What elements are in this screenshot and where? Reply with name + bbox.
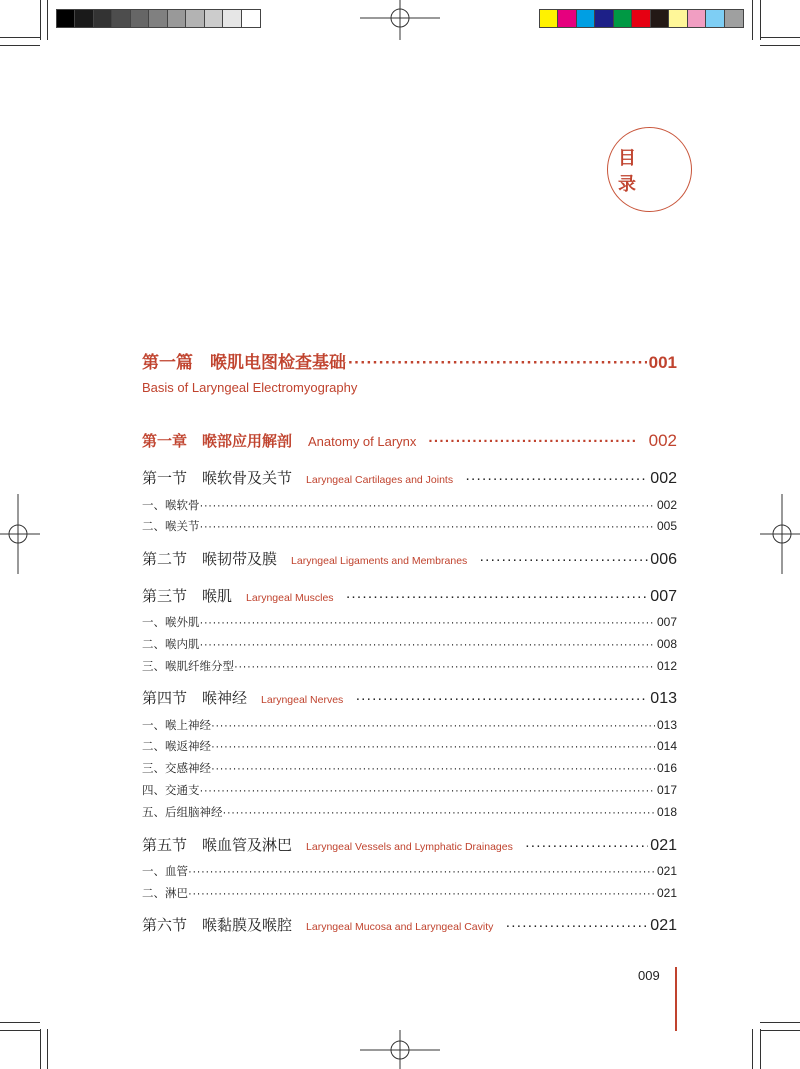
color-swatch [725, 10, 743, 27]
registration-mark-bottom [360, 1030, 440, 1069]
color-swatch [223, 10, 241, 27]
section-subtitle: Laryngeal Muscles [246, 592, 334, 604]
toc-item[interactable] [142, 885, 677, 901]
toc-section[interactable] [142, 467, 677, 488]
toc-item[interactable] [142, 738, 677, 754]
color-swatch [75, 10, 93, 27]
color-swatch [131, 10, 149, 27]
part-page: 001 [648, 353, 677, 372]
section-subtitle: Laryngeal Cartilages and Joints [306, 474, 454, 486]
part-title: 第一篇 喉肌电图检查基础 [142, 353, 346, 372]
section-subtitle: Laryngeal Nerves [261, 694, 344, 706]
dot-leader [223, 807, 655, 819]
registration-mark-top [360, 0, 440, 40]
dot-leader [200, 500, 655, 512]
section-title: 第二节 喉韧带及膜 [142, 551, 278, 568]
color-swatch [168, 10, 186, 27]
registration-mark-right [760, 494, 800, 574]
dot-leader [348, 353, 647, 373]
section-title: 第一节 喉软骨及关节 [142, 470, 293, 487]
section-subtitle: Laryngeal Mucosa and Laryngeal Cavity [306, 921, 494, 933]
item-page: 008 [656, 637, 677, 651]
color-swatch [242, 10, 260, 27]
toc-item[interactable] [142, 497, 677, 513]
item-title: 三、交感神经 [142, 763, 211, 775]
toc-section[interactable] [142, 834, 677, 855]
color-swatch [57, 10, 75, 27]
item-page: 014 [656, 739, 677, 753]
registration-mark-left [0, 494, 40, 574]
item-page: 017 [656, 783, 677, 797]
section-subtitle: Laryngeal Vessels and Lymphatic Drainages [306, 841, 513, 853]
section-page: 007 [650, 588, 677, 605]
toc-item[interactable] [142, 518, 677, 534]
item-title: 一、喉外肌 [142, 617, 200, 629]
section-page: 002 [650, 470, 677, 487]
item-page: 007 [656, 615, 677, 629]
toc-item[interactable] [142, 760, 677, 776]
item-title: 一、喉上神经 [142, 720, 211, 732]
color-swatch [706, 10, 724, 27]
grayscale-color-bar [56, 9, 261, 28]
toc-item[interactable] [142, 804, 677, 820]
section-page: 021 [650, 917, 677, 934]
color-swatch [558, 10, 576, 27]
item-page: 016 [656, 761, 677, 775]
toc-item[interactable] [142, 658, 677, 674]
dot-leader [188, 866, 655, 878]
section-subtitle: Laryngeal Ligaments and Membranes [291, 555, 468, 567]
item-title: 二、淋巴 [142, 888, 188, 900]
toc-section[interactable] [142, 548, 677, 569]
toc-item[interactable] [142, 863, 677, 879]
dot-leader [188, 888, 655, 900]
color-swatch [186, 10, 204, 27]
toc-item[interactable] [142, 782, 677, 798]
color-swatch [595, 10, 613, 27]
dot-leader [200, 521, 655, 533]
item-page: 012 [656, 659, 677, 673]
item-title: 五、后组脑神经 [142, 807, 223, 819]
color-swatch [540, 10, 558, 27]
color-swatch [614, 10, 632, 27]
section-page: 006 [650, 551, 677, 568]
item-title: 四、交通支 [142, 785, 200, 797]
item-title: 二、喉内肌 [142, 639, 200, 651]
dot-leader [479, 551, 648, 568]
item-page: 013 [656, 718, 677, 732]
color-swatch [669, 10, 687, 27]
section-page: 021 [650, 837, 677, 854]
color-swatch [632, 10, 650, 27]
toc-item[interactable] [142, 614, 677, 630]
color-swatch [205, 10, 223, 27]
dot-leader [211, 741, 655, 753]
part-heading[interactable] [142, 348, 677, 373]
item-page: 021 [656, 864, 677, 878]
toc-section[interactable] [142, 914, 677, 935]
dot-leader [346, 588, 649, 605]
dot-leader [505, 917, 648, 934]
dot-leader [211, 763, 655, 775]
dot-leader [200, 639, 655, 651]
toc-title-badge [607, 127, 692, 212]
dot-leader [465, 470, 648, 487]
toc-section[interactable] [142, 687, 677, 708]
toc-item[interactable] [142, 636, 677, 652]
item-title: 一、血管 [142, 866, 188, 878]
section-title: 第六节 喉黏膜及喉腔 [142, 917, 293, 934]
item-title: 三、喉肌纤维分型 [142, 661, 234, 673]
dot-leader [234, 661, 655, 673]
item-page: 005 [656, 519, 677, 533]
color-swatch [94, 10, 112, 27]
section-title: 第五节 喉血管及淋巴 [142, 837, 293, 854]
dot-leader [200, 617, 655, 629]
chapter-heading[interactable] [142, 430, 677, 451]
color-swatch [149, 10, 167, 27]
item-title: 一、喉软骨 [142, 500, 200, 512]
dot-leader [355, 690, 648, 707]
chapter-subtitle: Anatomy of Larynx [308, 434, 417, 449]
dot-leader [200, 785, 655, 797]
color-swatch [651, 10, 669, 27]
chapter-page: 002 [648, 431, 677, 450]
color-swatch [112, 10, 130, 27]
page-number-rule [675, 967, 677, 1031]
item-title: 二、喉返神经 [142, 741, 211, 753]
dot-leader [211, 720, 655, 732]
color-swatch [688, 10, 706, 27]
toc-title: 目 录 [618, 147, 651, 194]
section-title: 第四节 喉神经 [142, 690, 248, 707]
item-page: 021 [656, 886, 677, 900]
page-number: 009 [638, 968, 660, 983]
process-color-bar [539, 9, 744, 28]
chapter-title: 第一章 喉部应用解剖 [142, 433, 293, 450]
dot-leader [525, 837, 648, 854]
color-swatch [577, 10, 595, 27]
section-page: 013 [650, 690, 677, 707]
item-page: 002 [656, 498, 677, 512]
part-subtitle: Basis of Laryngeal Electromyography [142, 380, 358, 395]
toc-item[interactable] [142, 717, 677, 733]
toc-section[interactable] [142, 585, 677, 606]
dot-leader [428, 433, 636, 450]
item-title: 二、喉关节 [142, 521, 200, 533]
item-page: 018 [656, 805, 677, 819]
section-title: 第三节 喉肌 [142, 588, 233, 605]
